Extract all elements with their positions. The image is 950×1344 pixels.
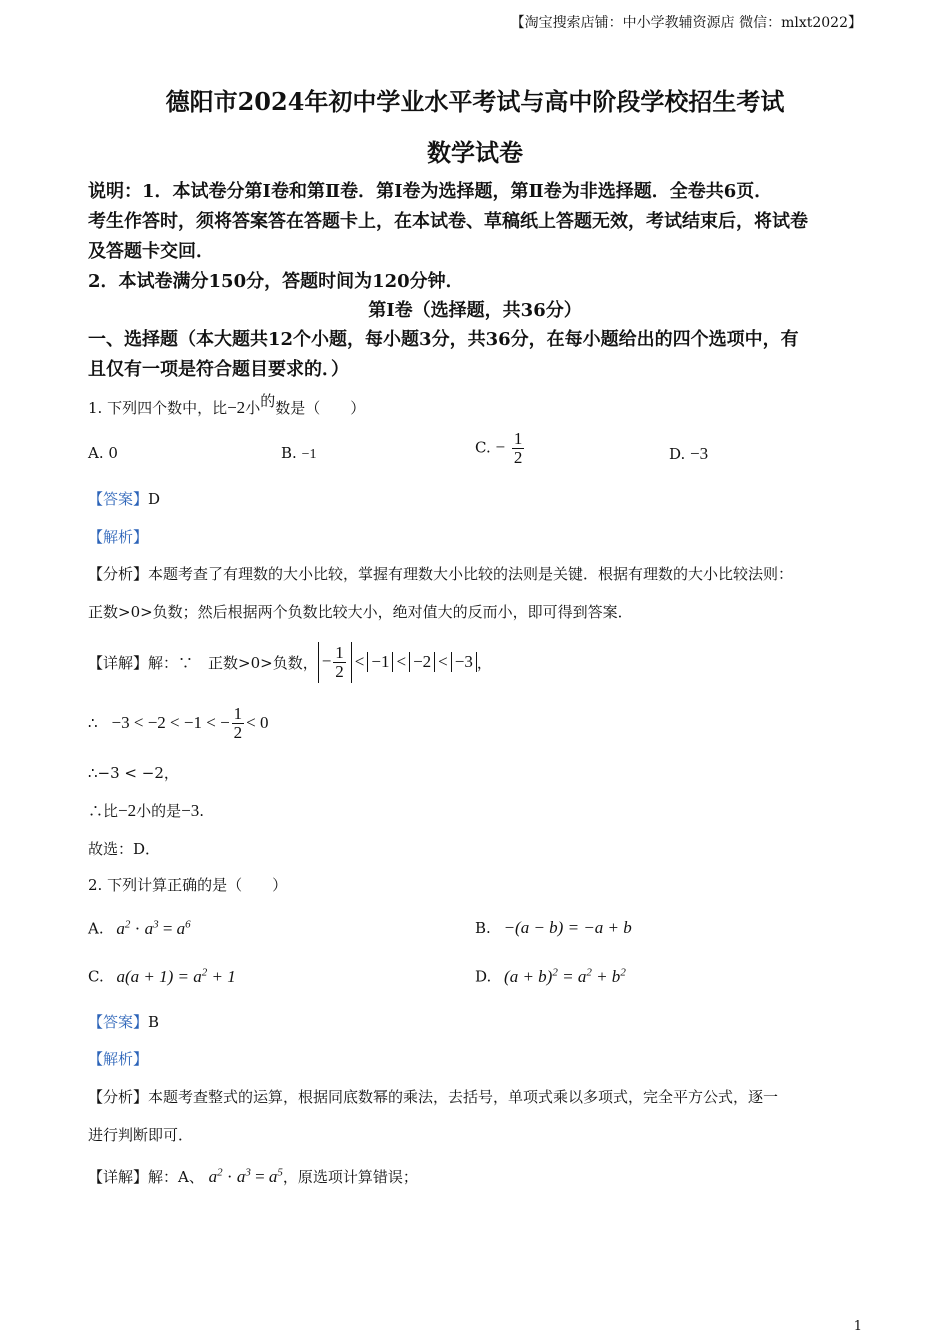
- q1-option-d-label: D.: [669, 445, 686, 463]
- fenxi-label: 【分析】: [88, 565, 149, 583]
- q2-analysis-label: 【解析】: [88, 1050, 149, 1068]
- q1-option-a: A. 0: [88, 444, 118, 462]
- q1-choose: 故选：D．: [88, 840, 161, 858]
- q2-answer: [88, 1011, 159, 1032]
- q1-answer-value: D: [148, 490, 161, 508]
- watermark-text: 【淘宝搜索店铺：中小学教辅资源店 微信：mlxt2022】: [510, 15, 862, 31]
- abs-half-fraction: $\frac{1}{2}$: [335, 643, 344, 681]
- exam-subtitle: 数学试卷: [427, 138, 523, 167]
- q1-stem-b: 小: [245, 399, 261, 417]
- q1-option-c-label: C.: [475, 438, 491, 457]
- q1-stem-d: 数是（ ）: [275, 399, 366, 417]
- q1-option-d-value: −3: [690, 444, 709, 463]
- q1-option-c-sign: −: [495, 437, 506, 457]
- q2-option-d: D. $(a + b)^2 = a^2 + b^2$: [475, 966, 626, 986]
- notes-line-3: 及答题卡交回．: [88, 241, 214, 262]
- fenxi-label: 【分析】: [88, 1088, 149, 1106]
- q2-fenxi-line-1: 【分析】本题考查整式的运算，根据同底数幂的乘法，去括号，单项式乘以多项式，完全平方公式，逐一: [88, 1088, 779, 1106]
- q1-chain-fraction: $\frac{1}{2}$: [233, 704, 243, 742]
- q2-option-b-expr: −(a − b) = −a + b: [503, 918, 632, 937]
- q2-detail-line: 【详解】解：A、 $a^2 \cdot a^3 = a^5$，原选项计算错误；: [88, 1166, 418, 1186]
- q1-answer: [88, 488, 160, 509]
- q1-stem-c: 的: [260, 392, 276, 410]
- xiangjie-label: 【详解】: [88, 1168, 149, 1186]
- therefore-symbol: ∴: [88, 714, 98, 733]
- q1-fenxi-line-2: 正数>0>负数；然后根据两个负数比较大小，绝对值大的反而小，即可得到答案．: [88, 603, 633, 621]
- q1-stem: [88, 392, 366, 418]
- q1-analysis-label: 【解析】: [88, 528, 149, 546]
- q1-option-b: [281, 444, 316, 463]
- part-heading-line-2: 且仅有一项是符合题目要求的．）: [88, 359, 349, 380]
- section-title: 第Ⅰ卷（选择题，共36分）: [368, 300, 582, 321]
- q1-option-c-fraction: [512, 430, 525, 467]
- q1-option-c-numerator: 1: [513, 429, 523, 448]
- q2-option-b: B. −(a − b) = −a + b: [475, 918, 632, 937]
- q2-answer-value: B: [148, 1013, 160, 1031]
- abs-half: − $\frac{1}{2}$: [318, 642, 352, 683]
- q1-chain-a: −3 < −2 < −1 < −: [111, 713, 230, 733]
- q1-option-c: [475, 430, 526, 467]
- notes-line-2: 考生作答时，须将答案答在答题卡上，在本试卷、草稿纸上答题无效，考试结束后，将试卷: [88, 211, 808, 232]
- abs-neg-three: −3: [451, 652, 477, 672]
- notes-line-1: 说明：1．本试卷分第Ⅰ卷和第Ⅱ卷．第Ⅰ卷为选择题，第Ⅱ卷为非选择题．全卷共6页．: [88, 181, 773, 202]
- q1-abs-chain: − $\frac{1}{2}$ < −1 < −2 < −3: [318, 642, 477, 683]
- q1-fenxi-text-1: 本题考查了有理数的大小比较，掌握有理数大小比较的法则是关键．根据有理数的大小比较法则：: [148, 565, 794, 583]
- q1-fenxi-line-1: [88, 563, 793, 584]
- q1-chain-b: < 0: [246, 713, 269, 733]
- notes-line-4: 2．本试卷满分150分，答题时间为120分钟．: [88, 271, 464, 292]
- q1-step-2: ∴−3 < −2，: [88, 764, 179, 782]
- answer-label: 【答案】: [88, 1013, 149, 1031]
- q2-stem: 2. 下列计算正确的是（ ）: [88, 876, 288, 894]
- q2-fenxi-line-2: 进行判断即可．: [88, 1126, 194, 1144]
- q1-detail-tail: ，: [476, 653, 492, 672]
- q2-option-a: A. $a^2 \cdot a^3 = a^6$: [88, 918, 191, 938]
- q1-detail-prefix: 解：∵ 正数>0>负数，: [148, 653, 318, 672]
- abs-neg-two: −2: [409, 652, 435, 672]
- page-number: 1: [853, 1319, 862, 1334]
- q1-step-3: ∴比−2小的是−3.: [88, 801, 204, 820]
- exam-title: 德阳市2024年初中学业水平考试与高中阶段学校招生考试: [165, 87, 785, 116]
- part-heading-line-1: 一、选择题（本大题共12个小题，每小题3分，共36分，在每小题给出的四个选项中，有: [88, 329, 799, 350]
- q1-option-b-label: B.: [281, 444, 297, 462]
- q1-option-b-value: −1: [301, 447, 317, 462]
- q2-option-c: C. $a(a + 1) = a^2 + 1$: [88, 966, 236, 986]
- q1-option-c-denominator: 2: [513, 447, 523, 467]
- q1-detail-line: [88, 642, 492, 683]
- q1-stem-math: −2: [227, 398, 246, 417]
- abs-neg-one: −1: [367, 652, 393, 672]
- q1-step-1: [88, 705, 269, 742]
- q1-stem-a: 1. 下列四个数中，比: [88, 399, 228, 417]
- q1-option-d: [669, 444, 708, 464]
- answer-label: 【答案】: [88, 490, 149, 508]
- xiangjie-label: 【详解】: [88, 653, 149, 672]
